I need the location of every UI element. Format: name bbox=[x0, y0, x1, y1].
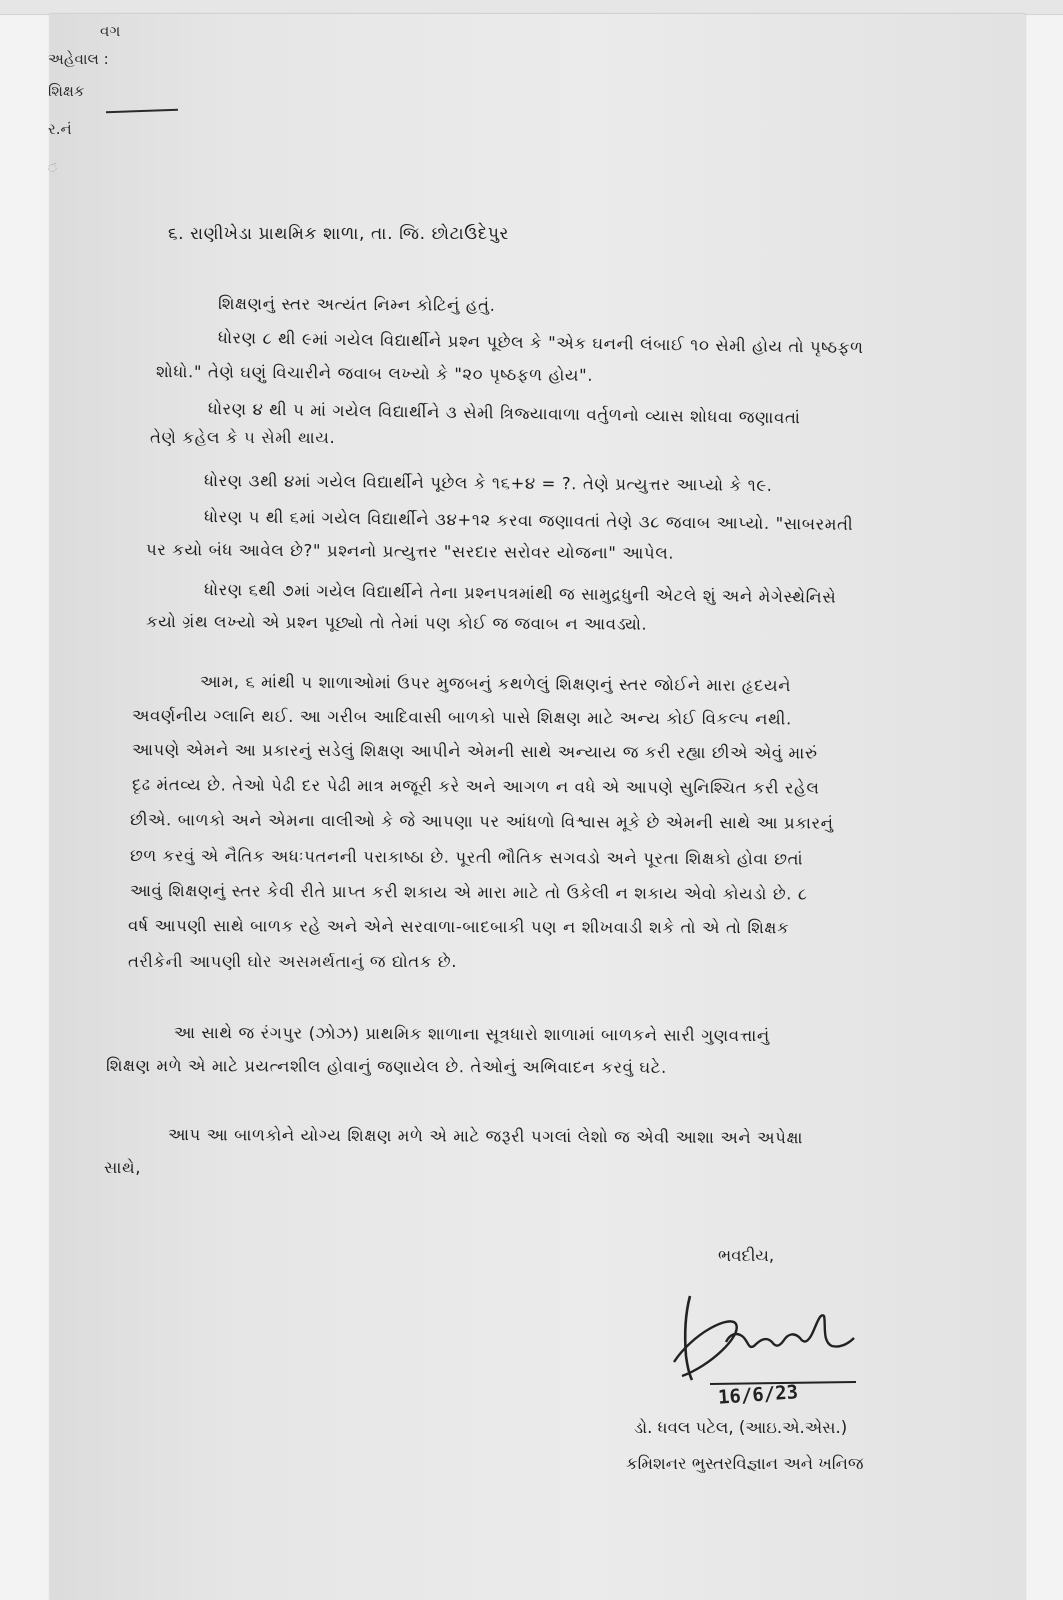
margin-note-1: વગ bbox=[100, 22, 121, 40]
closing-salutation: ભવદીય, bbox=[718, 1246, 775, 1265]
body-line: છીએ. બાળકો અને એમના વાલીઓ કે જે આપણા પર આંધળો વિશ્વાસ મૂકે છે એમની સાથે આ પ્રકારનું bbox=[129, 810, 834, 833]
margin-underline bbox=[106, 109, 178, 114]
body-line: છળ કરવું એ નૈતિક અધઃપતનની પરાકાષ્ઠા છે. પૂરતી ભૌતિક સગવડો અને પૂરતા શિક્ષકો હોવા છતાં bbox=[129, 846, 804, 869]
viewer-top-bar bbox=[0, 0, 1063, 15]
body-line: શિક્ષણ મળે એ માટે પ્રયત્નશીલ હોવાનું જણાયેલ છે. તેઓનું અભિવાદન કરવું ઘટે. bbox=[105, 1056, 667, 1077]
body-line: ધોરણ ૮ થી ૯માં ગયેલ વિદ્યાર્થીને પ્રશ્ન પૂછેલ કે "એક ઘનની લંબાઈ ૧૦ સેમી હોય તો પૃષ્ઠફળ bbox=[217, 328, 864, 358]
body-line: દૃઢ મંતવ્ય છે. તેઓ પેઢી દર પેઢી માત્ર મજૂરી કરે અને આગળ ન વધે એ આપણે સુનિશ્ચિત કરી રહેલ bbox=[131, 775, 820, 798]
body-line: તેણે કહેલ કે ૫ સેમી થાય. bbox=[150, 428, 336, 447]
body-line: સાથે, bbox=[104, 1158, 142, 1177]
body-line: શિક્ષણનું સ્તર અત્યંત નિમ્ન કોટિનું હતું. bbox=[217, 294, 496, 315]
signatory-name: ડો. ધવલ પટેલ, (આઇ.એ.એસ.) bbox=[634, 1418, 848, 1437]
body-line: આપ આ બાળકોને યોગ્ય શિક્ષણ મળે એ માટે જરૂરી પગલાં લેશો જ એવી આશા અને અપેક્ષા bbox=[167, 1125, 804, 1148]
body-line: ધોરણ ૬થી ૭માં ગયેલ વિદ્યાર્થીને તેના પ્રશ્નપત્રમાંથી જ સામુદ્રધુની એટલે શું અને મેગેસ્થેનિસે bbox=[203, 580, 837, 607]
body-line: આમ, ૬ માંથી ૫ શાળાઓમાં ઉપર મુજબનું કથળેલું શિક્ષણનું સ્તર જોઈને મારા હૃદયને bbox=[199, 672, 792, 696]
body-line: આ સાથે જ રંગપુર (ઝોઝ) પ્રાથમિક શાળાના સૂત્રધારો શાળામાં બાળકને સારી ગુણવત્તાનું bbox=[173, 1023, 770, 1046]
body-line: તરીકેની આપણી ઘોર અસમર્થતાનું જ દ્યોતક છે. bbox=[128, 952, 458, 971]
body-line: વર્ષ આપણી સાથે બાળક રહે અને એને સરવાળા-બાદબાકી પણ ન શીખવાડી શકે તો એ તો શિક્ષક bbox=[127, 916, 790, 938]
body-line: આવું શિક્ષણનું સ્તર કેવી રીતે પ્રાપ્ત કરી શકાય એ મારા માટે તો ઉકેલી ન શકાય એવો કોયડો છે. ૮ bbox=[129, 881, 808, 904]
body-line: ધોરણ ૪ થી ૫ માં ગયેલ વિદ્યાર્થીને ૩ સેમી ત્રિજ્યાવાળા વર્તુળનો વ્યાસ શોધવા જણાવતાં bbox=[207, 399, 801, 428]
body-line: ધોરણ ૫ થી ૬માં ગયેલ વિદ્યાર્થીને ૩૪+૧૨ કરવા જણાવતાં તેણે ૩૮ જવાબ આપ્યો. "સાબરમતી bbox=[203, 507, 854, 534]
body-line: અવર્ણનીય ગ્લાનિ થઈ. આ ગરીબ આદિવાસી બાળકો પાસે શિક્ષણ માટે અન્ય કોઈ વિકલ્પ નથી. bbox=[131, 706, 792, 729]
margin-note-3: શિક્ષક bbox=[48, 82, 85, 100]
body-line: ધોરણ ૩થી ૪માં ગયેલ વિદ્યાર્થીને પૂછેલ કે ૧૬+૪ = ?. તેણે પ્રત્યુત્તર આપ્યો કે ૧૯. bbox=[203, 471, 773, 495]
margin-note-2: અહેવાલ : bbox=[48, 50, 109, 68]
body-line: શોધો." તેણે ઘણું વિચારીને જવાબ લખ્યો કે "૨૦ પૃષ્ઠફળ હોય". bbox=[155, 362, 594, 385]
signatory-title: કમિશનર ભુસ્તરવિજ્ઞાન અને ખનિજ bbox=[626, 1454, 864, 1473]
body-line: કયો ગ્રંથ લખ્યો એ પ્રશ્ન પૂછ્યો તો તેમાં પણ કોઈ જ જવાબ ન આવડ્યો. bbox=[145, 612, 648, 634]
body-line: આપણે એમને આ પ્રકારનું સડેલું શિક્ષણ આપીને એમની સાથે અન્યાય જ કરી રહ્યા છીએ એવું મારું bbox=[131, 740, 818, 763]
document-page bbox=[50, 14, 1025, 1600]
signature-date: 16/6/23 bbox=[717, 1381, 799, 1409]
body-line: પર કયો બંધ આવેલ છે?" પ્રશ્નનો પ્રત્યુત્તર "સરદાર સરોવર યોજના" આપેલ. bbox=[145, 540, 675, 563]
margin-note-5: ં bbox=[48, 162, 57, 175]
margin-note-4: ર.નં bbox=[48, 120, 72, 138]
school-address: ૬. રાણીખેડા પ્રાથમિક શાળા, તા. જિ. છોટાઉદેપુર bbox=[168, 224, 509, 244]
